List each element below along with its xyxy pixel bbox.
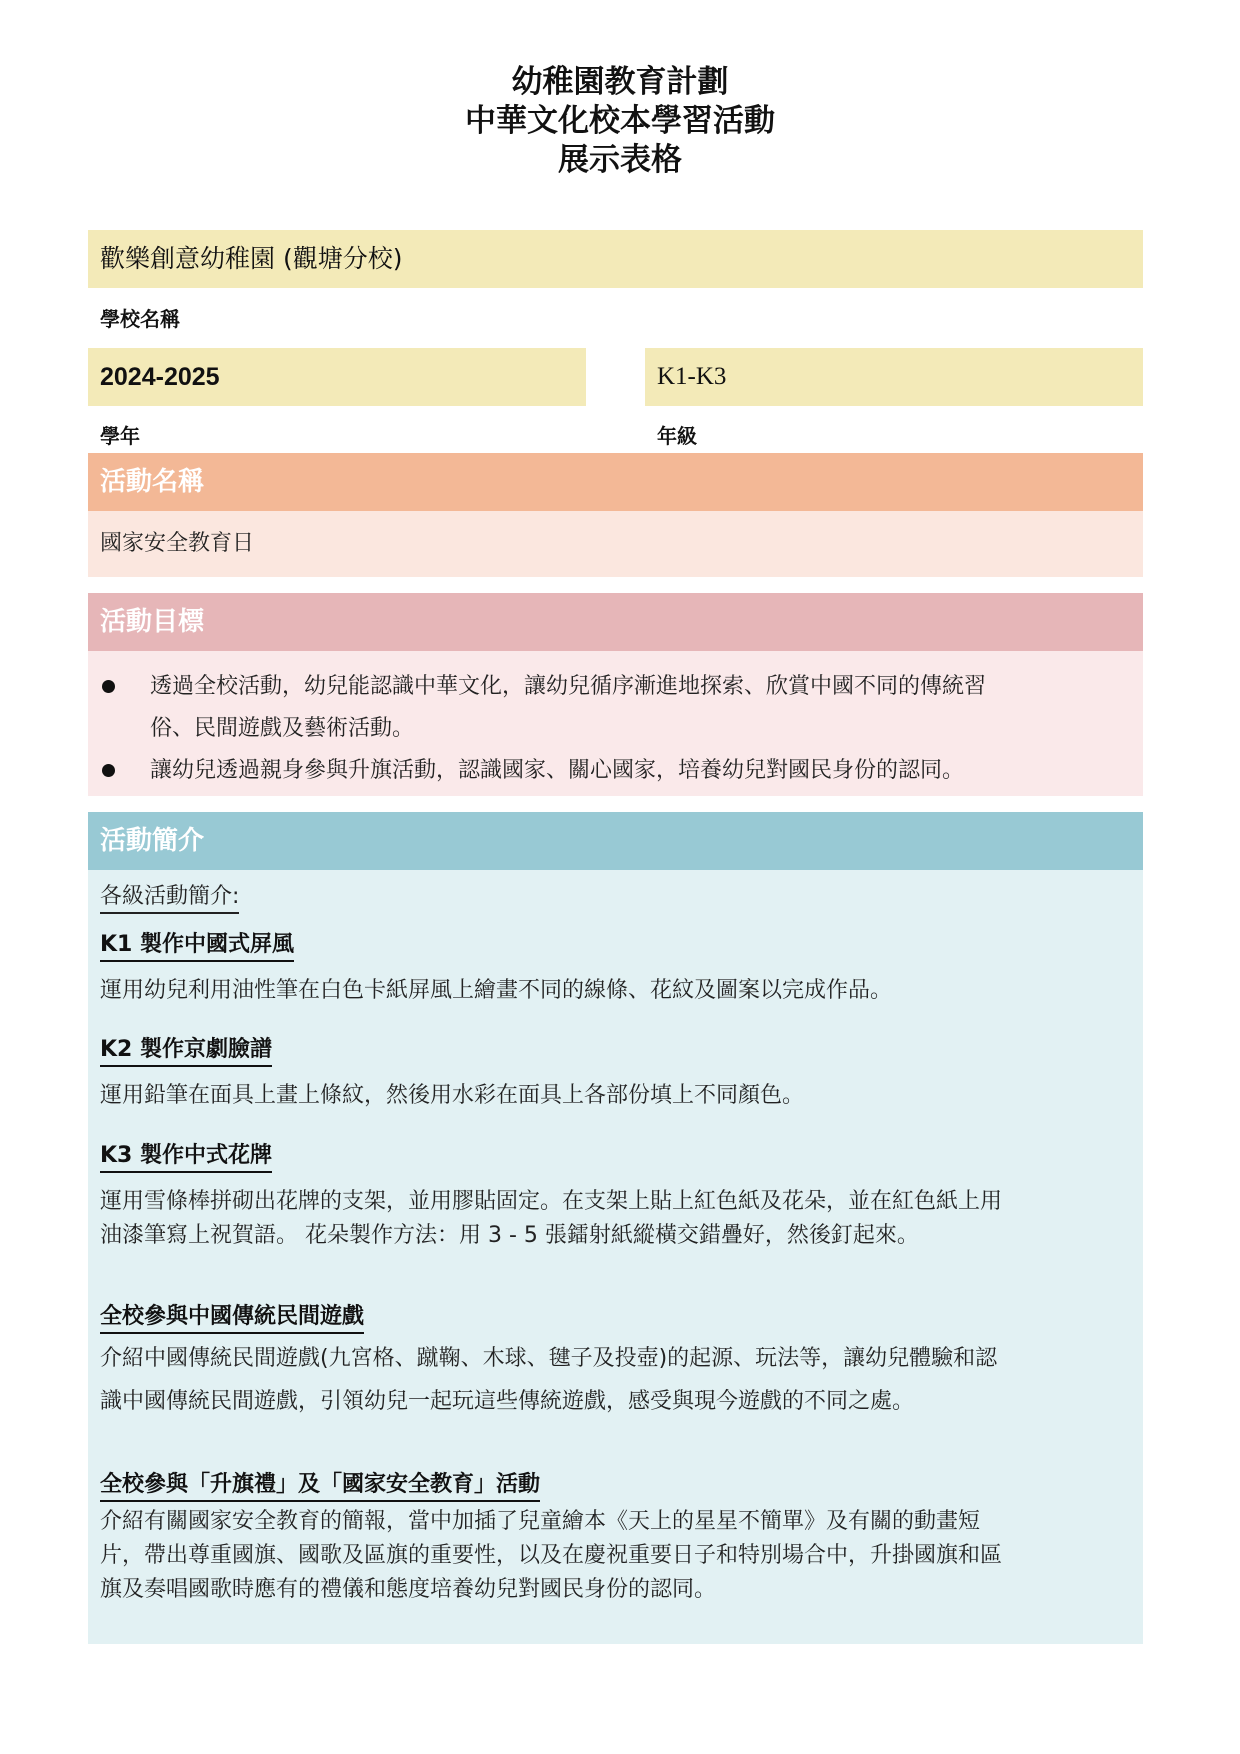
bullet-icon — [102, 764, 115, 777]
objective-2-line-1: 讓幼兒透過親身參與升旗活動，認識國家、關心國家，培養幼兒對國民身份的認同。 — [150, 758, 965, 783]
grade-value: K1-K3 — [657, 363, 727, 390]
flag-text-line-2: 片，帶出尊重國旗、國歌及區旗的重要性，以及在慶祝重要日子和特別場合中，升掛國旗和區 — [100, 1543, 1003, 1568]
school-year-value: 2024-2025 — [100, 363, 220, 391]
objectives-heading: 活動目標 — [100, 607, 205, 637]
title-line-2: 中華文化校本學習活動 — [465, 103, 775, 139]
objective-1-line-1: 透過全校活動，幼兒能認識中華文化，讓幼兒循序漸進地探索、欣賞中國不同的傳統習 — [150, 674, 987, 699]
activity-name-heading: 活動名稱 — [100, 467, 205, 497]
title-line-1: 幼稚園教育計劃 — [511, 64, 729, 100]
grade-label: 年級 — [657, 424, 697, 448]
activity-name-body — [88, 511, 1143, 577]
intro-subtitle: 各級活動簡介: — [100, 882, 239, 914]
games-text-line-1: 介紹中國傳統民間遊戲(九宮格、蹴鞠、木球、毽子及投壺)的起源、玩法等，讓幼兒體驗和認 — [100, 1346, 998, 1371]
intro-heading: 活動簡介 — [100, 826, 205, 856]
activity-name-value: 國家安全教育日 — [100, 531, 255, 556]
k1-title: K1 製作中國式屏風 — [100, 930, 294, 962]
school-name-label: 學校名稱 — [100, 307, 180, 331]
flag-text-line-1: 介紹有關國家安全教育的簡報，當中加插了兒童繪本《天上的星星不簡單》及有關的動畫短 — [100, 1509, 981, 1534]
flag-text-line-3: 旗及奏唱國歌時應有的禮儀和態度培養幼兒對國民身份的認同。 — [100, 1577, 717, 1602]
school-name-field — [88, 230, 1143, 288]
k2-title: K2 製作京劇臉譜 — [100, 1035, 272, 1067]
intro-header — [88, 812, 1143, 870]
flag-title: 全校參與「升旗禮」及「國家安全教育」活動 — [100, 1470, 540, 1502]
games-title: 全校參與中國傳統民間遊戲 — [100, 1302, 364, 1334]
school-year-label: 學年 — [100, 424, 140, 448]
school-year-field — [88, 348, 586, 406]
title-line-3: 展示表格 — [558, 142, 682, 178]
k3-title: K3 製作中式花牌 — [100, 1141, 272, 1173]
k3-text-line-1: 運用雪條棒拼砌出花牌的支架，並用膠貼固定。在支架上貼上紅色紙及花朵，並在紅色紙上用 — [100, 1189, 1003, 1214]
k1-text: 運用幼兒利用油性筆在白色卡紙屏風上繪畫不同的線條、花紋及圖案以完成作品。 — [100, 978, 893, 1003]
objective-1-line-2: 俗、民間遊戲及藝術活動。 — [150, 716, 415, 741]
bullet-icon — [102, 680, 115, 693]
k2-text: 運用鉛筆在面具上畫上條紋，然後用水彩在面具上各部份填上不同顏色。 — [100, 1083, 805, 1108]
grade-field — [645, 348, 1143, 406]
games-text-line-2: 識中國傳統民間遊戲，引領幼兒一起玩這些傳統遊戲，感受與現今遊戲的不同之處。 — [100, 1389, 915, 1414]
objectives-header — [88, 593, 1143, 651]
school-name-value: 歡樂創意幼稚園 (觀塘分校) — [100, 244, 403, 273]
activity-name-header — [88, 453, 1143, 511]
k3-text-line-2: 油漆筆寫上祝賀語。 花朵製作方法：用 3 - 5 張鐳射紙縱橫交錯疊好，然後釘起來。 — [100, 1223, 919, 1248]
